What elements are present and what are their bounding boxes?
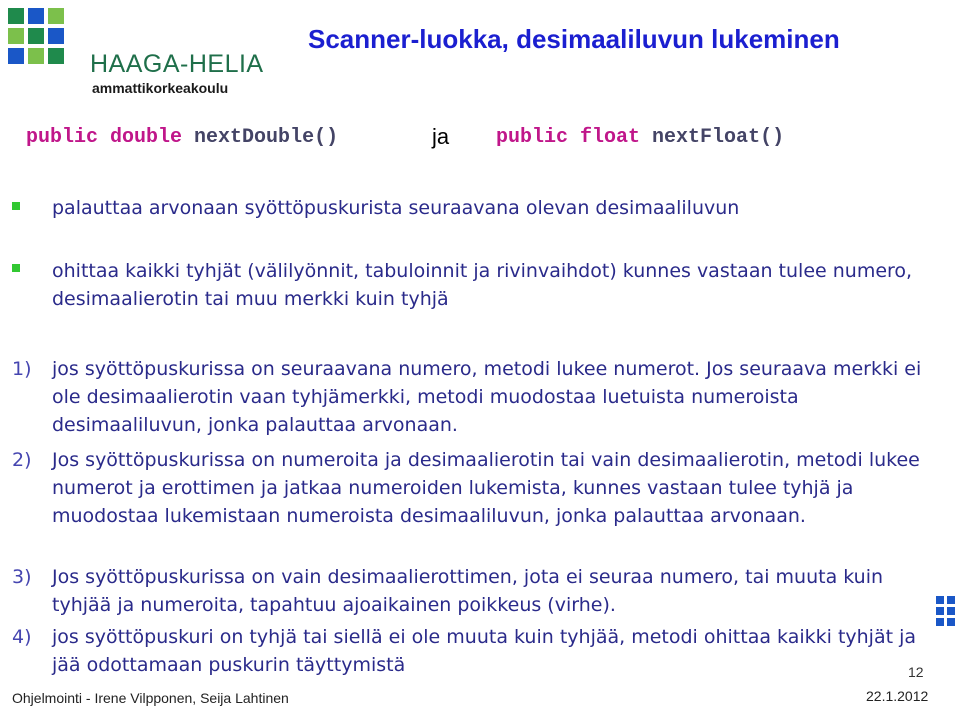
page-number: 12 [908,664,924,680]
corner-squares-icon [936,596,958,660]
signature-right-method: nextFloat() [652,126,785,149]
item-number-3: 3) [12,566,32,588]
footer-date: 22.1.2012 [866,688,929,704]
bullet-text-2: ohittaa kaikki tyhjät (välilyönnit, tabuloinnit ja rivinvaihdot) kunnes vastaan tulee numero, desimaalierotin tai muu merkki kuin tyhjä [52,260,913,310]
item-text-2: Jos syöttöpuskurissa on numeroita ja desimaalierotin tai vain desimaalierotin, metodi lukee numerot ja erottimen ja jatkaa numeroiden lukemista, kunnes vastaan tulee tyhjä ja muodostaa lukemistaan numeroista desimaaliluvun, jonka palauttaa arvonaan. [52,449,920,527]
signature-right-modifier: public float [496,126,641,149]
haaga-helia-logo [8,8,264,96]
bullet-square-icon [12,202,20,210]
logo-subtitle: ammattikorkeakoulu [92,80,229,96]
logo-name: HAAGA-HELIA [90,50,264,78]
item-text-4: jos syöttöpuskuri on tyhjä tai siellä ei ole muuta kuin tyhjää, metodi ohittaa kaikki tyhjät ja jää odottamaan puskurin täyttymistä [52,626,917,676]
logo-mark-icon [8,8,84,84]
footer-authors: Ohjelmointi - Irene Vilpponen, Seija Lahtinen [12,690,289,706]
item-number-1: 1) [12,358,32,380]
item-number-4: 4) [12,626,32,648]
item-text-1: jos syöttöpuskurissa on seuraavana numero, metodi lukee numerot. Jos seuraava merkki ei ole desimaalierotin vaan tyhjämerkki, metodi muodostaa luetuista numeroista desimaaliluvun, jonka palauttaa arvonaan. [52,358,922,436]
bullet-text-1: palauttaa arvonaan syöttöpuskurista seuraavana olevan desimaaliluvun [52,197,740,219]
signature-left [26,126,338,149]
signature-left-method: nextDouble() [194,126,339,149]
item-number-2: 2) [12,449,32,471]
slide-title: Scanner-luokka, desimaaliluvun lukeminen [308,24,840,54]
item-text-3: Jos syöttöpuskurissa on vain desimaalierottimen, jota ei seuraa numero, tai muuta kuin tyhjää ja numeroita, tapahtuu ajoaikainen poikkeus (virhe). [52,566,884,616]
signature-left-modifier: public double [26,126,183,149]
signature-connector: ja [432,124,450,149]
bullet-square-icon [12,264,20,272]
signature-right [496,126,784,149]
